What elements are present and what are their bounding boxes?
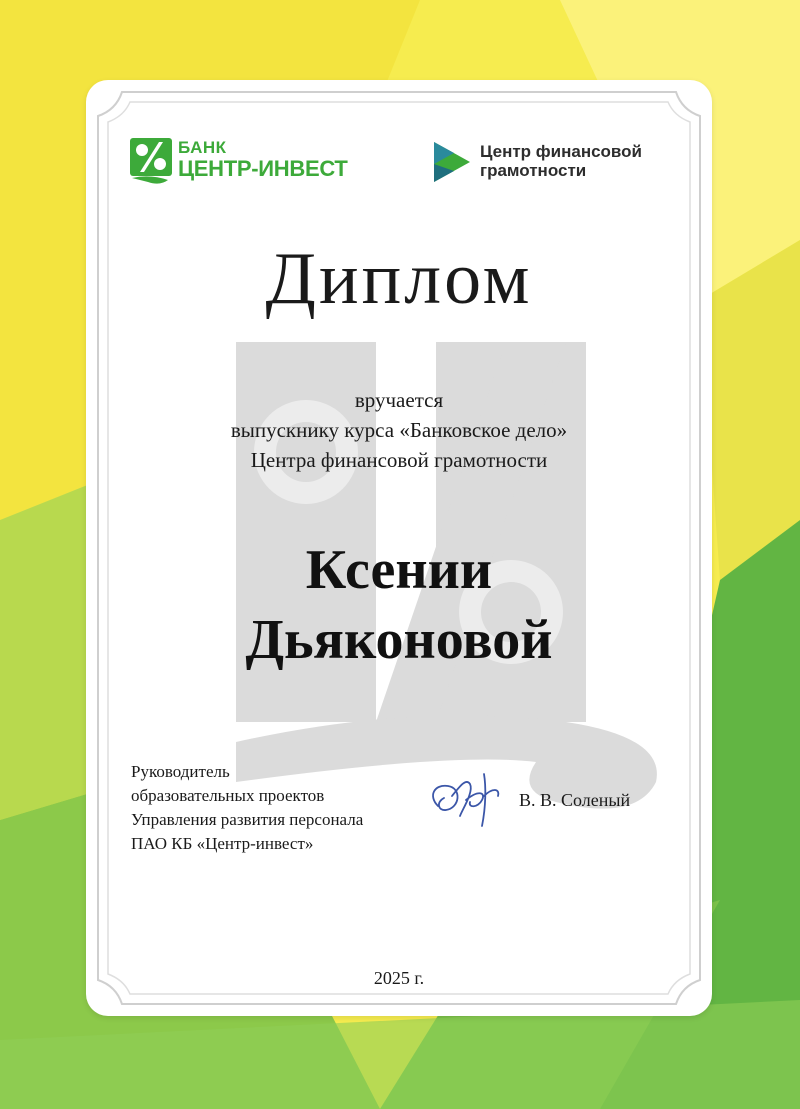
signer-position-line: Управления развития персонала: [131, 810, 364, 829]
signer-position: [131, 760, 431, 856]
bank-logo: [130, 136, 370, 188]
financial-literacy-center-logo: [434, 142, 674, 188]
diploma-title: Диплом: [265, 238, 533, 320]
recipient-name: [86, 535, 712, 675]
diploma-card: [86, 80, 712, 1016]
handwritten-signature: [426, 766, 526, 832]
percent-mark-icon: [130, 138, 172, 184]
bank-logo-line2: ЦЕНТР-ИНВЕСТ: [178, 156, 348, 181]
bank-logo-line1: БАНК: [178, 138, 227, 157]
awarded-text: [86, 385, 712, 475]
arrow-triangles-icon: [434, 142, 470, 182]
issue-year: 2025 г.: [373, 968, 425, 988]
signer-position-line: Руководитель: [131, 762, 230, 781]
signer-position-line: ПАО КБ «Центр-инвест»: [131, 834, 314, 853]
center-logo-line1: Центр финансовой: [480, 142, 642, 161]
awarded-line: Центра финансовой грамотности: [250, 448, 548, 472]
awarded-line: вручается: [354, 388, 444, 412]
recipient-last-name: Дьяконовой: [245, 609, 553, 671]
signer-name: В. В. Соленый: [519, 790, 631, 810]
awarded-line: выпускнику курса «Банковское дело»: [230, 418, 568, 442]
recipient-first-name: Ксении: [305, 539, 493, 601]
signer-position-line: образовательных проектов: [131, 786, 325, 805]
center-logo-line2: грамотности: [480, 161, 587, 180]
